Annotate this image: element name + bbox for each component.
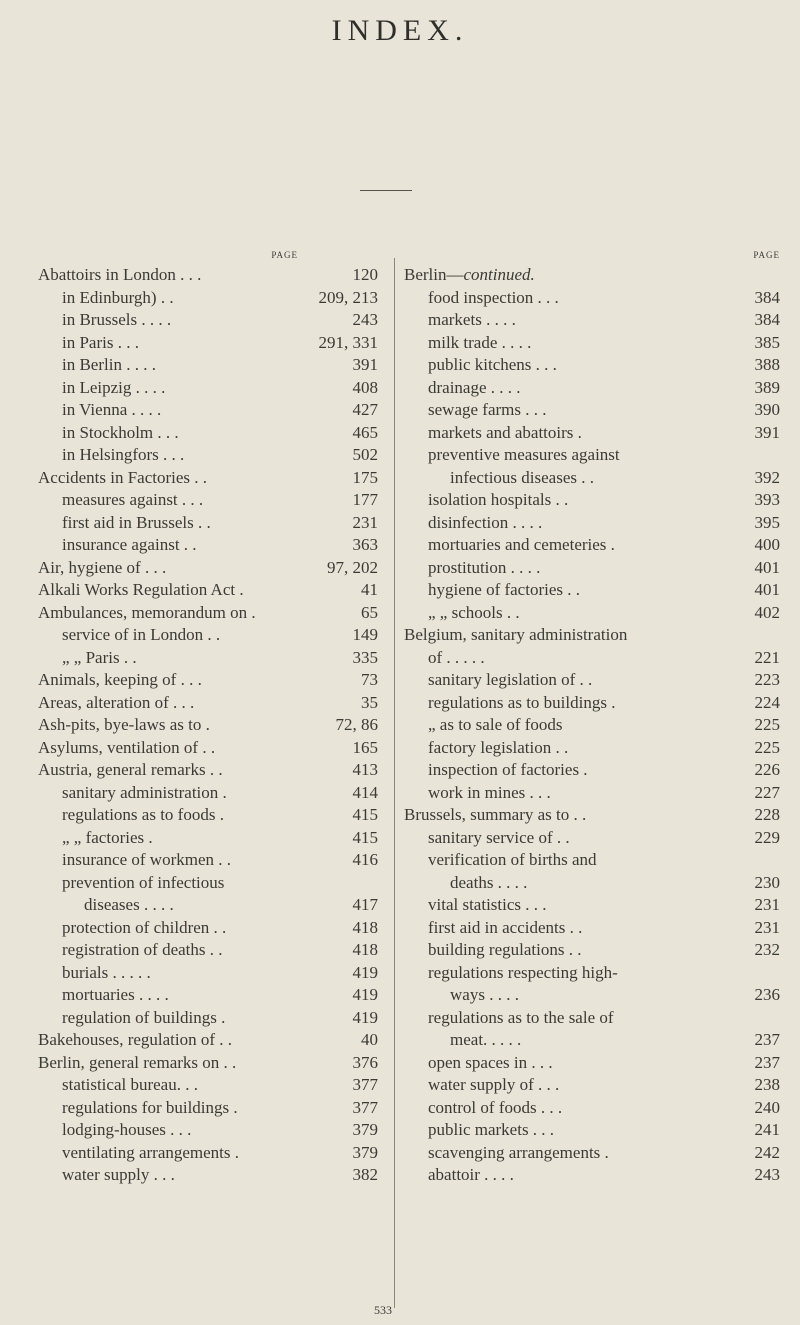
entry-page: 226: [754, 760, 780, 779]
entry-text: sewage farms . . .: [428, 400, 547, 419]
index-entry: [404, 534, 780, 557]
entry-text: regulations as to the sale of: [428, 1007, 614, 1027]
entry-text: infectious diseases . .: [450, 467, 594, 487]
index-entry: [404, 489, 780, 512]
entry-text: verification of births and: [428, 850, 597, 869]
entry-text: Ambulances, memorandum on .: [38, 602, 256, 622]
index-entry: [38, 624, 378, 647]
index-entry: [38, 309, 378, 332]
entry-page: 97, 202: [327, 557, 378, 577]
index-entry: [38, 917, 378, 940]
entry-page: 231: [754, 917, 780, 937]
index-entry: [38, 489, 378, 512]
entry-page: 225: [754, 737, 780, 757]
entry-page: 384: [754, 287, 780, 307]
entry-text: first aid in Brussels . .: [62, 512, 211, 532]
entry-page: 416: [352, 850, 378, 869]
entry-page: 427: [352, 400, 378, 419]
entry-page: 209, 213: [318, 287, 378, 307]
entry-page: 73: [361, 670, 378, 689]
entry-text: scavenging arrangements .: [428, 1142, 609, 1162]
entry-text: regulations as to buildings .: [428, 692, 616, 712]
entry-text: first aid in accidents . .: [428, 917, 583, 937]
index-entry: [404, 669, 780, 692]
entry-page: 41: [361, 580, 378, 599]
entry-text: regulation of buildings .: [62, 1007, 226, 1027]
entry-text: meat. . . . .: [450, 1030, 522, 1049]
index-entry: [404, 894, 780, 917]
entry-text: Alkali Works Regulation Act .: [38, 580, 244, 599]
index-entry: [404, 422, 780, 445]
entry-text: registration of deaths . .: [62, 940, 223, 959]
index-entry: [38, 759, 378, 782]
entry-text: public markets . . .: [428, 1120, 555, 1139]
entry-text: burials . . . . .: [62, 962, 151, 982]
entry-page: 291, 331: [318, 332, 378, 352]
index-entry: [404, 444, 780, 467]
entry-text: Air, hygiene of . . .: [38, 557, 167, 577]
entry-text: „ „ schools . .: [428, 602, 520, 622]
entry-page: 376: [352, 1052, 378, 1072]
entry-text: in Stockholm . . .: [62, 422, 179, 442]
entry-text: markets . . . .: [428, 310, 516, 329]
entry-text: insurance against . .: [62, 535, 197, 554]
index-entry: [404, 1029, 780, 1052]
entry-page: 240: [754, 1097, 780, 1117]
index-entry: [404, 1052, 780, 1075]
index-entry: [38, 1029, 378, 1052]
page-number: 533: [374, 1303, 392, 1317]
index-entry: [404, 1074, 780, 1097]
index-entry: [404, 602, 780, 625]
entry-text: abattoir . . . .: [428, 1165, 514, 1184]
index-entry: [404, 827, 780, 850]
index-entry: [38, 287, 378, 310]
entry-page: 379: [352, 1120, 378, 1139]
entry-text: lodging-houses . . .: [62, 1120, 192, 1139]
index-entry: [38, 1052, 378, 1075]
index-entry: [404, 917, 780, 940]
index-entry: [404, 332, 780, 355]
index-entry: [404, 647, 780, 670]
entry-page: 165: [352, 737, 378, 757]
entry-page: 417: [352, 895, 378, 914]
entry-text: Areas, alteration of . . .: [38, 692, 195, 712]
entry-page: 413: [352, 760, 378, 779]
index-entry: [38, 782, 378, 805]
index-entry: [38, 512, 378, 535]
entry-text: ventilating arrangements .: [62, 1142, 240, 1162]
entry-page: 419: [352, 1007, 378, 1027]
entry-page: 401: [754, 557, 780, 577]
index-entry: [404, 264, 780, 287]
entry-text: in Paris . . .: [62, 332, 139, 352]
entry-page: 415: [352, 827, 378, 847]
entry-text: Bakehouses, regulation of . .: [38, 1030, 233, 1049]
entry-text: measures against . . .: [62, 490, 204, 509]
index-entry: [38, 534, 378, 557]
entry-text: milk trade . . . .: [428, 332, 532, 352]
entry-page: 231: [754, 895, 780, 914]
index-entry: [404, 399, 780, 422]
entry-page: 363: [352, 535, 378, 554]
entry-page: 231: [352, 512, 378, 532]
entry-text: Austria, general remarks . .: [38, 760, 223, 779]
index-entry: [404, 287, 780, 310]
index-entry: [38, 1142, 378, 1165]
entry-text: service of in London . .: [62, 625, 221, 644]
index-entry: [38, 1007, 378, 1030]
entry-page: 418: [352, 917, 378, 937]
index-entry: [404, 1142, 780, 1165]
entry-page: 385: [754, 332, 780, 352]
entry-text: „ „ Paris . .: [62, 647, 137, 667]
index-entry: [38, 467, 378, 490]
entry-page: 237: [754, 1030, 780, 1049]
entry-text: in Brussels . . . .: [62, 310, 172, 329]
index-entry: [38, 714, 378, 737]
entry-page: 391: [754, 422, 780, 442]
entry-text: hygiene of factories . .: [428, 580, 580, 599]
entry-page: 40: [361, 1030, 378, 1049]
entry-text: inspection of factories .: [428, 760, 588, 779]
index-entry: [404, 467, 780, 490]
title-rule: [360, 190, 412, 191]
index-entry: [38, 669, 378, 692]
entry-page: 229: [754, 827, 780, 847]
entry-page: 402: [754, 602, 780, 622]
entry-text: control of foods . . .: [428, 1097, 563, 1117]
entry-text: water supply of . . .: [428, 1075, 560, 1094]
entry-text: water supply . . .: [62, 1165, 175, 1184]
entry-italic: continued.: [463, 265, 535, 284]
index-entry: [38, 827, 378, 850]
entry-page: 232: [754, 940, 780, 959]
entry-page: 72, 86: [335, 715, 378, 734]
entry-text: in Helsingfors . . .: [62, 445, 185, 464]
index-entry: [38, 399, 378, 422]
index-entry: [38, 602, 378, 625]
entry-text: regulations as to foods .: [62, 805, 224, 824]
entry-text: markets and abattoirs .: [428, 422, 582, 442]
entry-text: deaths . . . .: [450, 872, 528, 892]
entry-text: Belgium, sanitary administration: [404, 625, 628, 644]
entry-text: prevention of infectious: [62, 872, 225, 892]
entry-text: insurance of workmen . .: [62, 850, 232, 869]
entry-page: 414: [352, 782, 378, 802]
index-entry: [404, 872, 780, 895]
index-entry: [38, 579, 378, 602]
column-divider: [394, 258, 395, 1308]
entry-page: 415: [352, 805, 378, 824]
entry-text: prostitution . . . .: [428, 557, 541, 577]
entry-text: „ as to sale of foods: [428, 715, 563, 734]
entry-text: Accidents in Factories . .: [38, 467, 208, 487]
index-column-left: [38, 250, 378, 1187]
index-entry: [38, 1097, 378, 1120]
page-title: INDEX.: [331, 14, 469, 47]
entry-page: 175: [352, 467, 378, 487]
entry-page: 377: [352, 1075, 378, 1094]
entry-text: drainage . . . .: [428, 377, 521, 397]
index-entry: [404, 624, 780, 647]
entry-page: 465: [352, 422, 378, 442]
entry-page: 120: [352, 265, 378, 284]
entry-page: 335: [352, 647, 378, 667]
page-column-heading: PAGE: [271, 250, 298, 260]
entry-page: 243: [352, 310, 378, 329]
index-entry: [38, 557, 378, 580]
entry-text: in Vienna . . . .: [62, 400, 162, 419]
index-entry: [404, 1164, 780, 1187]
entry-page: 384: [754, 310, 780, 329]
entry-page: 241: [754, 1120, 780, 1139]
entry-text: mortuaries . . . .: [62, 985, 169, 1004]
index-entry: [404, 377, 780, 400]
entry-text: isolation hospitals . .: [428, 490, 569, 509]
index-entry: [38, 894, 378, 917]
index-entry: [38, 354, 378, 377]
entry-page: 149: [352, 625, 378, 644]
entry-page: 393: [754, 490, 780, 509]
entry-text: work in mines . . .: [428, 782, 551, 802]
index-entry: [404, 1097, 780, 1120]
entry-page: 379: [352, 1142, 378, 1162]
entry-page: 390: [754, 400, 780, 419]
entry-page: 389: [754, 377, 780, 397]
entry-text: in Berlin . . . .: [62, 355, 156, 374]
entry-page: 401: [754, 580, 780, 599]
index-entry: [38, 332, 378, 355]
entry-page: 221: [754, 647, 780, 667]
index-entry: [38, 647, 378, 670]
index-entry: [404, 692, 780, 715]
entry-text: sanitary service of . .: [428, 827, 570, 847]
index-entry: [404, 804, 780, 827]
entry-text: preventive measures against: [428, 445, 620, 464]
entry-text: open spaces in . . .: [428, 1052, 553, 1072]
index-entry: [404, 557, 780, 580]
entry-page: 228: [754, 805, 780, 824]
index-entry: [38, 264, 378, 287]
entry-page: 388: [754, 355, 780, 374]
index-entry: [404, 849, 780, 872]
entry-text: Ash-pits, bye-laws as to .: [38, 715, 210, 734]
index-entry: [38, 1074, 378, 1097]
entry-page: 502: [352, 445, 378, 464]
entry-text: public kitchens . . .: [428, 355, 557, 374]
index-entry: [38, 804, 378, 827]
index-entry: [404, 782, 780, 805]
entry-page: 391: [352, 355, 378, 374]
entry-page: 225: [754, 715, 780, 734]
entry-text: regulations for buildings .: [62, 1097, 238, 1117]
entry-page: 224: [754, 692, 780, 712]
entry-page: 65: [361, 602, 378, 622]
index-entry: [38, 444, 378, 467]
entry-text: ways . . . .: [450, 985, 519, 1004]
entry-page: 177: [352, 490, 378, 509]
entry-page: 227: [754, 782, 780, 802]
index-entry: [404, 579, 780, 602]
entry-text: vital statistics . . .: [428, 895, 547, 914]
entry-page: 395: [754, 512, 780, 532]
entry-page: 419: [352, 962, 378, 982]
entry-page: 408: [352, 377, 378, 397]
entry-text: sanitary legislation of . .: [428, 670, 593, 689]
index-entry: [404, 759, 780, 782]
entry-text: Animals, keeping of . . .: [38, 670, 202, 689]
index-entry: [38, 962, 378, 985]
index-entry: [38, 1164, 378, 1187]
entry-page: 238: [754, 1075, 780, 1094]
index-entry: [404, 962, 780, 985]
index-entry: [404, 354, 780, 377]
entry-text: Brussels, summary as to . .: [404, 805, 587, 824]
index-entry: [38, 849, 378, 872]
entry-text: diseases . . . .: [84, 895, 174, 914]
entry-text: protection of children . .: [62, 917, 227, 937]
index-entry: [404, 714, 780, 737]
entry-page: 230: [754, 872, 780, 892]
index-entry: [404, 309, 780, 332]
index-entry: [38, 939, 378, 962]
entry-page: 392: [754, 467, 780, 487]
index-entry: [38, 984, 378, 1007]
entry-text: food inspection . . .: [428, 287, 559, 307]
entry-text: in Edinburgh) . .: [62, 287, 174, 307]
entry-page: 377: [352, 1097, 378, 1117]
entry-page: 400: [754, 535, 780, 554]
index-entry: [38, 1119, 378, 1142]
entry-text: disinfection . . . .: [428, 512, 543, 532]
index-entry: [404, 939, 780, 962]
entry-page: 382: [352, 1165, 378, 1184]
entry-page: 243: [754, 1165, 780, 1184]
entry-text: statistical bureau. . .: [62, 1075, 198, 1094]
entry-text: mortuaries and cemeteries .: [428, 535, 615, 554]
index-entry: [38, 422, 378, 445]
entry-text: in Leipzig . . . .: [62, 377, 166, 397]
index-entry: [404, 1119, 780, 1142]
entry-page: 418: [352, 940, 378, 959]
page-column-heading: PAGE: [753, 250, 780, 260]
index-entry: [38, 377, 378, 400]
entry-text: Berlin—continued.: [404, 265, 535, 284]
entry-text: Berlin, general remarks on . .: [38, 1052, 237, 1072]
entry-page: 236: [754, 985, 780, 1004]
index-column-right: [404, 250, 780, 1187]
index-entry: [38, 737, 378, 760]
entry-page: 242: [754, 1142, 780, 1162]
entry-text: factory legislation . .: [428, 737, 569, 757]
entry-text: Abattoirs in London . . .: [38, 265, 202, 284]
index-entry: [404, 984, 780, 1007]
entry-text: „ „ factories .: [62, 827, 153, 847]
index-entry: [404, 512, 780, 535]
entry-text: regulations respecting high-: [428, 962, 618, 982]
entry-page: 35: [361, 692, 378, 712]
entry-text: sanitary administration .: [62, 782, 227, 802]
entry-text: Asylums, ventilation of . .: [38, 737, 216, 757]
index-entry: [38, 692, 378, 715]
index-entry: [38, 872, 378, 895]
entry-text: of . . . . .: [428, 647, 485, 667]
entry-page: 237: [754, 1052, 780, 1072]
index-entry: [404, 737, 780, 760]
entry-page: 223: [754, 670, 780, 689]
entry-page: 419: [352, 985, 378, 1004]
index-entry: [404, 1007, 780, 1030]
entry-text: building regulations . .: [428, 940, 582, 959]
